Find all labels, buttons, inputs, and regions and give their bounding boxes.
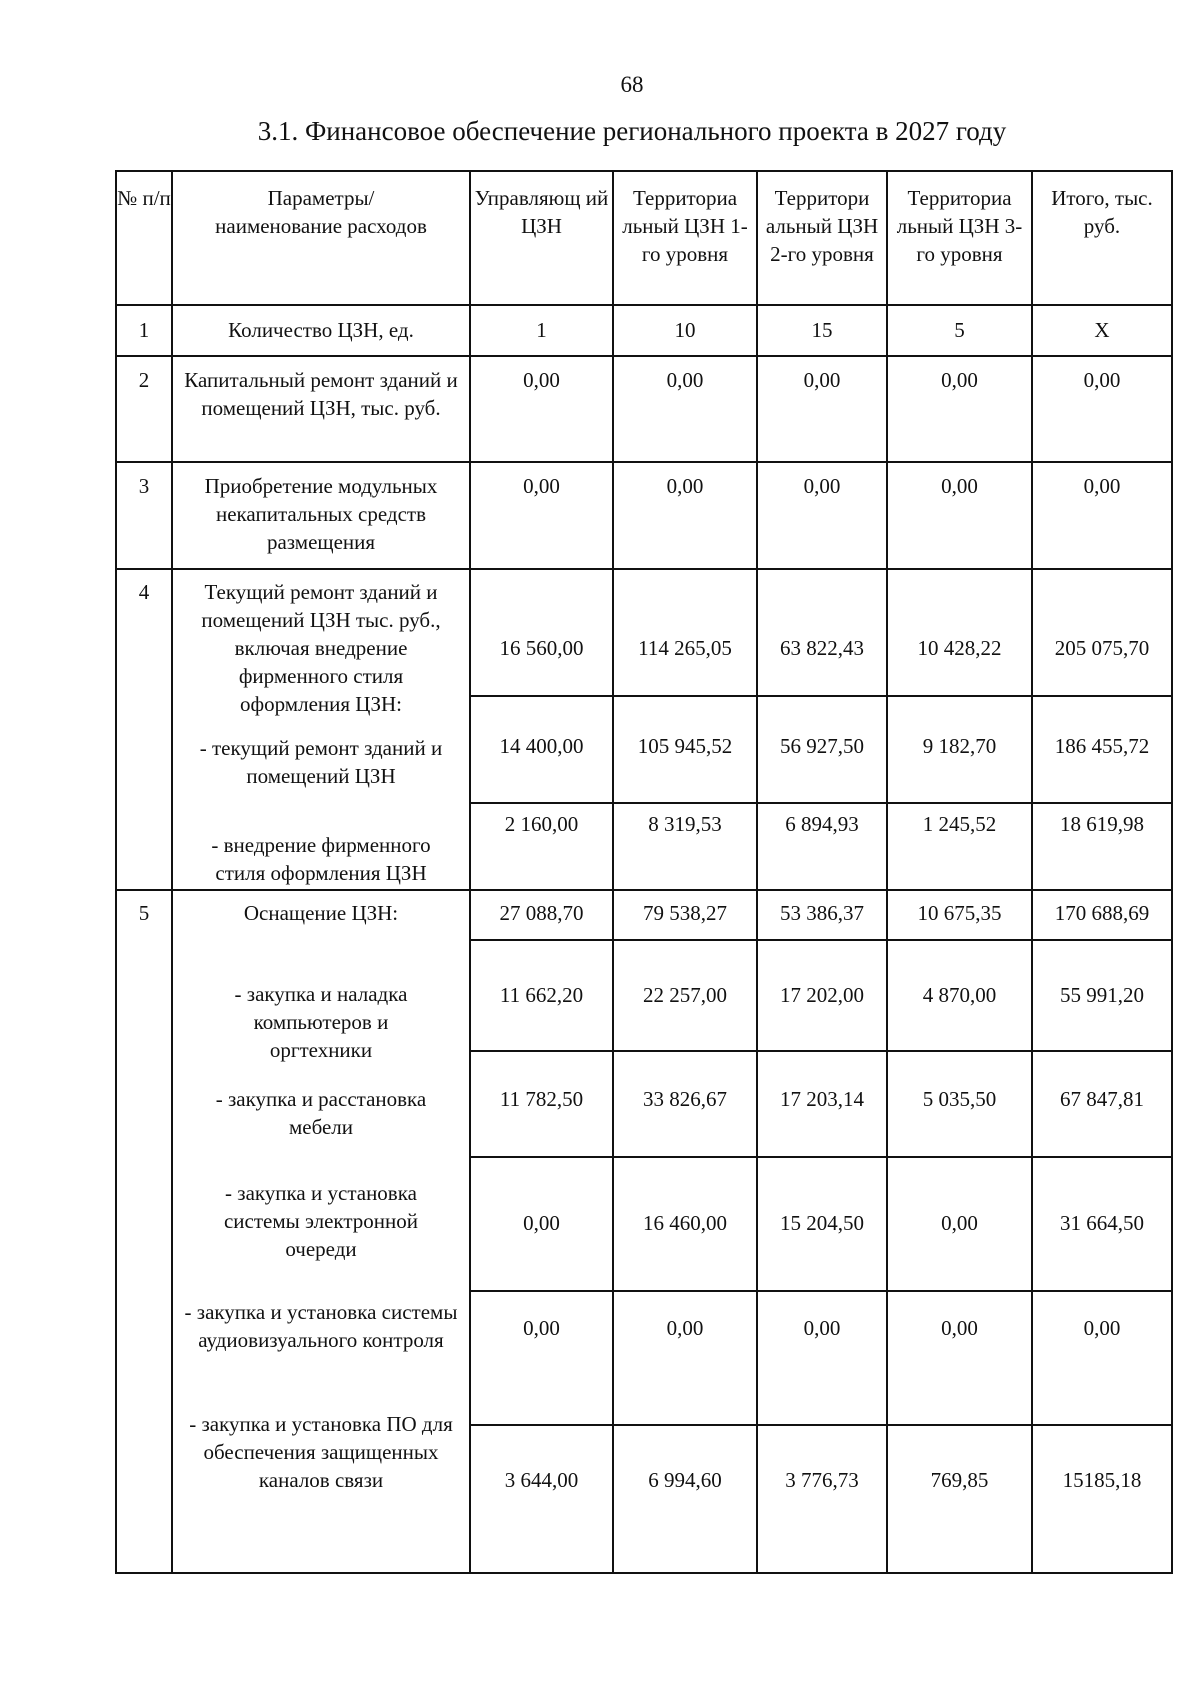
- value-level3: 0,00: [941, 368, 978, 392]
- value-level2: 0,00: [803, 368, 841, 392]
- row-label: Оснащение ЦЗН:: [243, 901, 399, 925]
- row-label: - закупка и наладка компьютеров и оргтехники: [234, 982, 408, 1062]
- value-managing: 2 160,00: [504, 812, 579, 836]
- row-divider: [471, 1050, 1173, 1052]
- row-label: - закупка и установка системы аудиовизуального контроля: [184, 1300, 458, 1352]
- header-level3: Территориа льный ЦЗН 3-го уровня: [896, 186, 1023, 266]
- financing-table: [115, 170, 1173, 1574]
- row-divider: [471, 1424, 1173, 1426]
- value-level2: 6 894,93: [785, 812, 859, 836]
- value-level1: 79 538,27: [643, 901, 727, 925]
- row-divider: [471, 1290, 1173, 1292]
- value-total: Х: [1094, 318, 1110, 342]
- value-level1: 0,00: [666, 474, 704, 498]
- header-managing: Управляющ ий ЦЗН: [474, 186, 609, 238]
- value-level1: 114 265,05: [638, 636, 732, 660]
- value-managing: 11 662,20: [499, 983, 584, 1007]
- value-level2: 15 204,50: [780, 1211, 864, 1235]
- row-label: - закупка и расстановка мебели: [215, 1087, 427, 1139]
- value-level3: 9 182,70: [922, 734, 997, 758]
- value-total: 18 619,98: [1060, 812, 1144, 836]
- value-level3: 4 870,00: [922, 983, 997, 1007]
- value-managing: 27 088,70: [499, 901, 584, 925]
- row-divider: [115, 889, 1173, 891]
- row-label: Количество ЦЗН, ед.: [228, 318, 414, 342]
- page-title: 3.1. Финансовое обеспечение регионального проекта в 2027 году: [257, 116, 1007, 146]
- value-level2: 15: [811, 318, 833, 342]
- row-divider: [115, 461, 1173, 463]
- row-label: - текущий ремонт зданий и помещений ЦЗН: [199, 736, 443, 788]
- value-total: 31 664,50: [1060, 1211, 1144, 1235]
- value-level3: 5: [954, 318, 965, 342]
- value-level2: 17 203,14: [780, 1087, 864, 1111]
- value-level1: 0,00: [666, 1316, 704, 1340]
- row-number: 2: [138, 368, 150, 392]
- value-level1: 0,00: [666, 368, 704, 392]
- row-number: 5: [138, 901, 150, 925]
- value-total: 0,00: [1083, 474, 1121, 498]
- value-level3: 0,00: [941, 474, 978, 498]
- header-level2: Территори альный ЦЗН 2-го уровня: [765, 186, 879, 266]
- value-total: 0,00: [1083, 1316, 1121, 1340]
- value-level2: 3 776,73: [785, 1468, 859, 1492]
- value-level3: 0,00: [941, 1316, 978, 1340]
- value-managing: 16 560,00: [499, 636, 584, 660]
- row-label: Капитальный ремонт зданий и помещений ЦЗН, тыс. руб.: [184, 368, 458, 420]
- value-managing: 0,00: [523, 368, 560, 392]
- value-level1: 6 994,60: [648, 1468, 722, 1492]
- row-label: - внедрение фирменного стиля оформления ЦЗН: [211, 833, 431, 885]
- header-param: Параметры/ наименование расходов: [215, 186, 427, 238]
- value-level3: 769,85: [930, 1468, 989, 1492]
- value-level1: 33 826,67: [643, 1087, 727, 1111]
- value-managing: 1: [536, 318, 547, 342]
- value-level1: 16 460,00: [643, 1211, 727, 1235]
- value-level3: 0,00: [941, 1211, 978, 1235]
- value-level2: 0,00: [803, 474, 841, 498]
- row-label: - закупка и установка ПО для обеспечения защищенных каналов связи: [189, 1412, 453, 1492]
- row-divider: [115, 568, 1173, 570]
- table-border-top: [115, 170, 1173, 172]
- header-total: Итого, тыс. руб.: [1051, 186, 1153, 238]
- value-total: 0,00: [1083, 368, 1121, 392]
- value-level3: 10 675,35: [917, 901, 1002, 925]
- row-number: 4: [138, 580, 150, 604]
- value-level2: 63 822,43: [780, 636, 864, 660]
- row-label: Текущий ремонт зданий и помещений ЦЗН тыс. руб., включая внедрение фирменного стиля оформления ЦЗН:: [201, 580, 441, 716]
- value-total: 67 847,81: [1060, 1087, 1144, 1111]
- page-number: 68: [620, 72, 644, 97]
- value-level3: 5 035,50: [922, 1087, 997, 1111]
- row-divider: [471, 802, 1173, 804]
- value-managing: 0,00: [523, 474, 560, 498]
- value-managing: 3 644,00: [504, 1468, 579, 1492]
- row-number: 1: [138, 318, 150, 342]
- row-divider: [471, 695, 1173, 697]
- row-label: Приобретение модульных некапитальных средств размещения: [204, 474, 438, 554]
- header-num: № п/п: [117, 186, 171, 210]
- value-level1: 105 945,52: [637, 734, 733, 758]
- value-total: 170 688,69: [1054, 901, 1150, 925]
- column-divider: [1171, 170, 1173, 1574]
- row-number: 3: [138, 474, 150, 498]
- value-level3: 1 245,52: [922, 812, 997, 836]
- value-level1: 8 319,53: [648, 812, 722, 836]
- value-level2: 56 927,50: [780, 734, 864, 758]
- value-level2: 53 386,37: [780, 901, 864, 925]
- row-divider: [471, 1156, 1173, 1158]
- value-level2: 17 202,00: [780, 983, 864, 1007]
- value-managing: 11 782,50: [499, 1087, 584, 1111]
- row-divider: [115, 355, 1173, 357]
- value-level3: 10 428,22: [917, 636, 1002, 660]
- value-total: 186 455,72: [1054, 734, 1150, 758]
- value-managing: 14 400,00: [499, 734, 584, 758]
- row-label: - закупка и установка системы электронной очереди: [223, 1181, 419, 1261]
- header-level1: Территориа льный ЦЗН 1-го уровня: [622, 186, 748, 266]
- value-managing: 0,00: [523, 1211, 560, 1235]
- value-level1: 22 257,00: [643, 983, 727, 1007]
- row-divider: [471, 939, 1173, 941]
- value-total: 55 991,20: [1060, 983, 1144, 1007]
- value-total: 15185,18: [1062, 1468, 1142, 1492]
- value-total: 205 075,70: [1054, 636, 1150, 660]
- row-divider: [115, 304, 1173, 306]
- table-border-bottom: [115, 1572, 1173, 1574]
- value-managing: 0,00: [523, 1316, 560, 1340]
- value-level1: 10: [674, 318, 696, 342]
- value-level2: 0,00: [803, 1316, 841, 1340]
